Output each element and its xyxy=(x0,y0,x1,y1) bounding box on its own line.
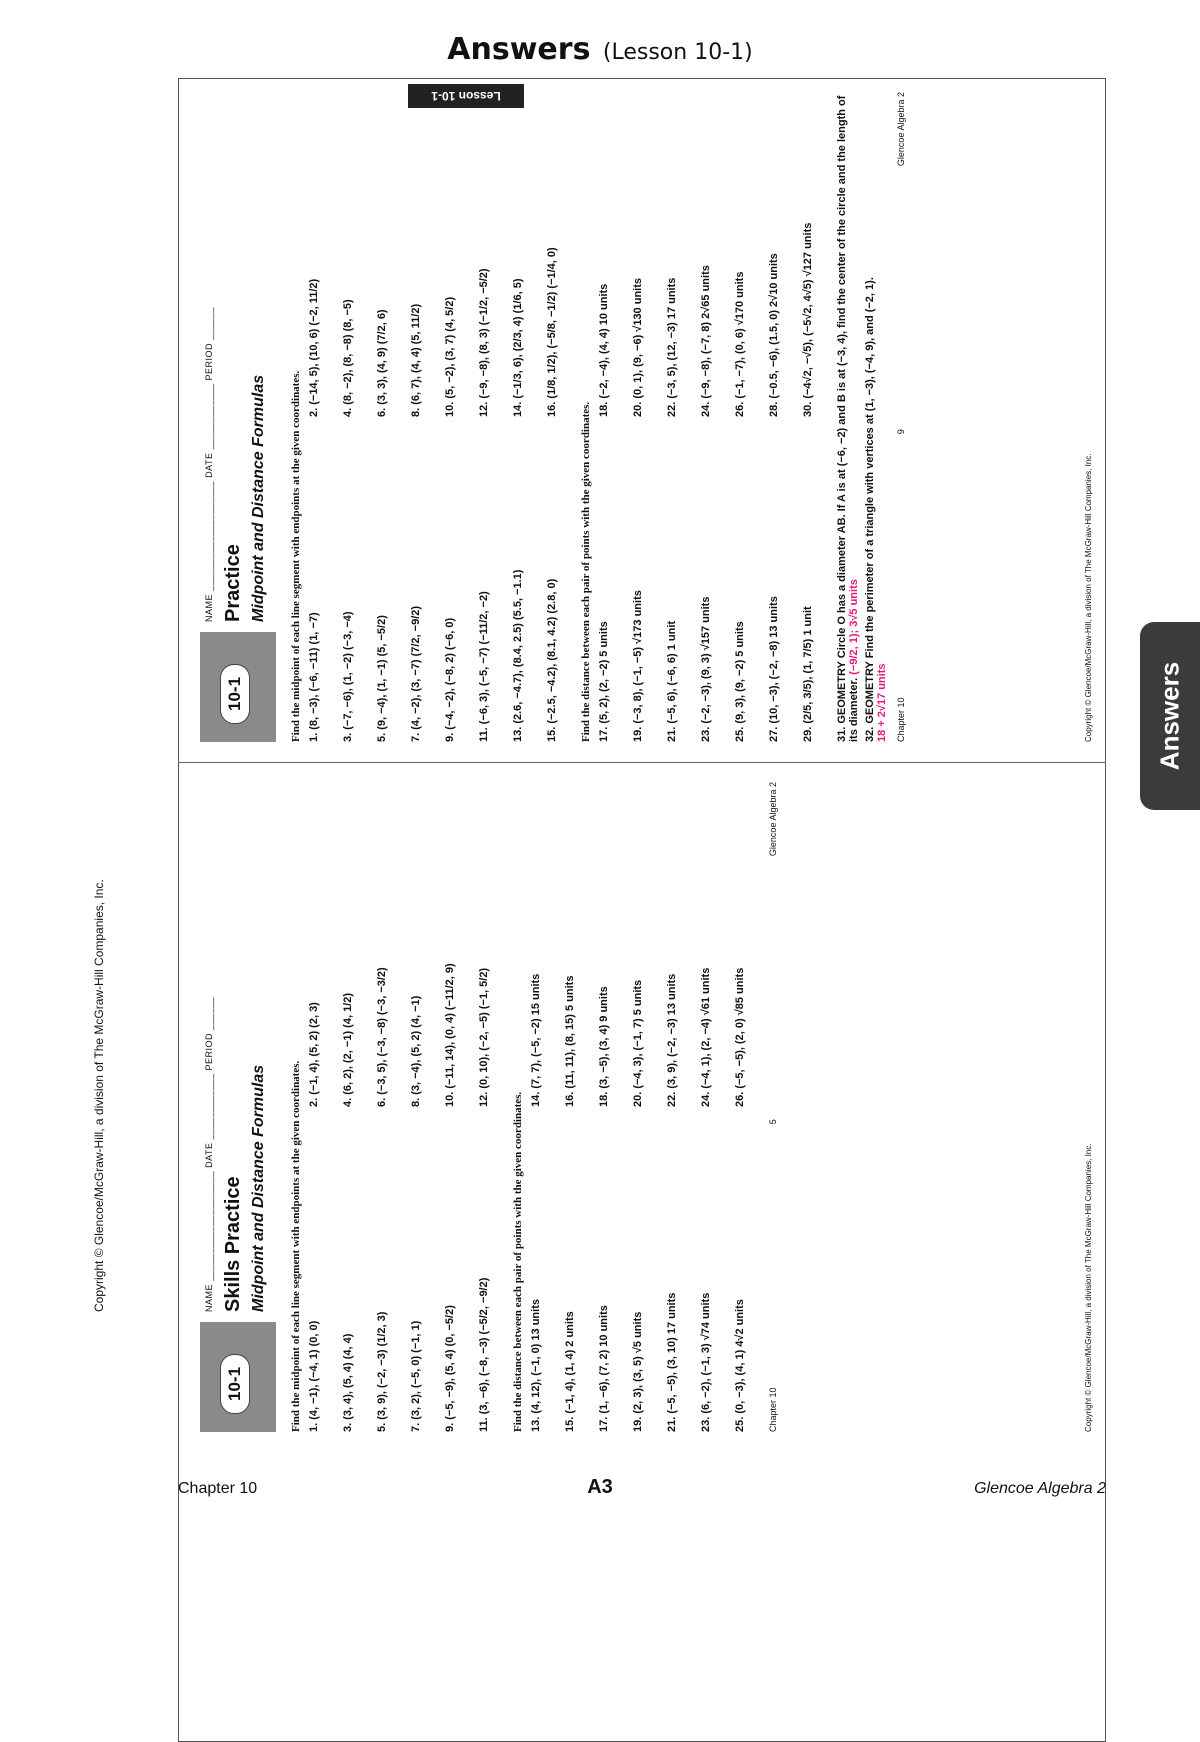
practice-instr-mid: Find the midpoint of each line segment with endpoints at the given coordinates. xyxy=(290,370,302,742)
skills-header xyxy=(200,782,286,1432)
practice-q32 xyxy=(864,92,888,742)
problem-row xyxy=(478,92,490,742)
practice-foot-right: Glencoe Algebra 2 xyxy=(896,92,906,167)
problem-row xyxy=(444,782,456,1432)
problem-row xyxy=(802,92,814,742)
problem-item: 26. (−1, −7), (0, 6) √170 units xyxy=(734,271,746,417)
problem-item: 24. (−9, −8), (−7, 8) 2√65 units xyxy=(700,265,712,417)
skills-copyright: Copyright © Glencoe/McGraw-Hill, a division of The McGraw-Hill Companies, Inc. xyxy=(1084,1143,1093,1432)
copyright-left: Copyright © Glencoe/McGraw-Hill, a division of The McGraw-Hill Companies, Inc. xyxy=(92,879,106,1312)
problem-row xyxy=(700,782,712,1432)
problem-row xyxy=(666,782,678,1432)
problem-item: 11. (−6, 3), (−5, −7) (−11/2, −2) xyxy=(478,591,490,742)
problem-row xyxy=(546,92,558,742)
page-title: Answers xyxy=(447,32,591,67)
practice-q31-text: 31. GEOMETRY Circle O has a diameter AB. If A is at (−6, −2) and B is at (−3, 4), find the center of the circle and the length of its diameter. xyxy=(836,95,860,742)
problem-item: 17. (1, −6), (7, 2) 10 units xyxy=(598,1305,610,1432)
practice-q32-text: 32. GEOMETRY Find the perimeter of a triangle with vertices at (1, −3), (−4, 9), and (−2, 1). xyxy=(864,277,876,742)
practice-instr-dist: Find the distance between each pair of points with the given coordinates. xyxy=(580,401,592,742)
problem-item: 20. (0, 1), (9, −6) √130 units xyxy=(632,277,644,417)
problem-item: 16. (11, 11), (8, 15) 5 units xyxy=(564,975,576,1107)
side-tab xyxy=(1140,622,1200,810)
problem-item: 13. (4, 12), (−1, 0) 13 units xyxy=(530,1299,542,1432)
problem-item: 2. (−1, 4), (5, 2) (2, 3) xyxy=(308,1002,320,1107)
footer-book: Glencoe Algebra 2 xyxy=(974,1480,1106,1497)
problem-item: 5. (3, 9), (−2, −3) (1/2, 3) xyxy=(376,1311,388,1432)
problem-item: 2. (−14, 5), (10, 6) (−2, 11/2) xyxy=(308,278,320,417)
skills-foot-right: Glencoe Algebra 2 xyxy=(768,782,778,857)
problem-row xyxy=(598,782,610,1432)
problem-item: 25. (9, 3), (9, −2) 5 units xyxy=(734,621,746,742)
problem-row xyxy=(410,92,422,742)
problem-item: 20. (−4, 3), (−1, 7) 5 units xyxy=(632,979,644,1107)
problem-item: 4. (6, 2), (2, −1) (4, 1/2) xyxy=(342,992,354,1107)
problem-item: 21. (−5, −5), (3, 10) 17 units xyxy=(666,1292,678,1432)
practice-midpoint-list xyxy=(308,92,558,742)
skills-footer xyxy=(768,782,778,1432)
practice-name-row: NAME ____________________ DATE ____________ PERIOD ______ xyxy=(204,306,214,622)
skills-foot-left: Chapter 10 xyxy=(768,1387,778,1432)
problem-item: 1. (8, −3), (−6, −11) (1, −7) xyxy=(308,612,320,742)
problem-item: 23. (−2, −3), (9, 3) √157 units xyxy=(700,596,712,742)
practice-badge: 10-1 xyxy=(220,664,250,724)
practice-header xyxy=(200,92,286,742)
skills-midpoint-list xyxy=(308,782,490,1432)
problem-item: 25. (0, −3), (4, 1) 4√2 units xyxy=(734,1299,746,1432)
problem-item: 11. (3, −6), (−8, −3) (−5/2, −9/2) xyxy=(478,1277,490,1432)
page-subtitle: (Lesson 10-1) xyxy=(602,40,753,65)
problem-item: 3. (3, 4), (5, 4) (4, 4) xyxy=(342,1333,354,1432)
lesson-tab: Lesson 10-1 xyxy=(408,84,524,108)
practice-foot-center: 9 xyxy=(896,429,906,435)
problem-item: 12. (0, 10), (−2, −5) (−1, 5/2) xyxy=(478,967,490,1107)
problem-item: 21. (−5, 6), (−6, 6) 1 unit xyxy=(666,620,678,742)
problem-item: 3. (−7, −6), (1, −2) (−3, −4) xyxy=(342,611,354,742)
problem-item: 19. (2, 3), (3, 5) √5 units xyxy=(632,1311,644,1432)
problem-row xyxy=(734,782,746,1432)
problem-row xyxy=(410,782,422,1432)
problem-row xyxy=(478,782,490,1432)
problem-item: 18. (3, −5), (3, 4) 9 units xyxy=(598,986,610,1107)
practice-subtitle: Midpoint and Distance Formulas xyxy=(250,374,267,622)
practice-panel xyxy=(200,92,1100,742)
problem-row xyxy=(700,92,712,742)
problem-item: 6. (3, 3), (4, 9) (7/2, 6) xyxy=(376,309,388,417)
problem-item: 16. (1/8, 1/2), (−5/8, −1/2) (−1/4, 0) xyxy=(546,247,558,417)
problem-item: 12. (−9, −8), (8, 3) (−1/2, −5/2) xyxy=(478,268,490,417)
problem-item: 6. (−3, 5), (−3, −8) (−3, −3/2) xyxy=(376,967,388,1107)
skills-subtitle: Midpoint and Distance Formulas xyxy=(250,1064,267,1312)
problem-row xyxy=(376,92,388,742)
practice-foot-left: Chapter 10 xyxy=(896,697,906,742)
problem-item: 8. (3, −4), (5, 2) (4, −1) xyxy=(410,995,422,1107)
problem-item: 27. (10, −3), (−2, −8) 13 units xyxy=(768,596,780,742)
page-header xyxy=(0,32,1200,67)
problem-row xyxy=(564,782,576,1432)
problem-item: 9. (−4, −2), (−8, 2) (−6, 0) xyxy=(444,617,456,742)
frame-divider xyxy=(178,762,1106,763)
practice-title: Practice xyxy=(222,544,244,622)
skills-distance-list xyxy=(530,782,746,1432)
problem-item: 30. (−4√2, −√5), (−5√2, 4√5) √127 units xyxy=(802,222,814,417)
problem-item: 26. (−5, −5), (2, 0) √85 units xyxy=(734,967,746,1107)
practice-copyright: Copyright © Glencoe/McGraw-Hill, a division of The McGraw-Hill Companies, Inc. xyxy=(1084,453,1093,742)
problem-item: 7. (3, 2), (−5, 0) (−1, 1) xyxy=(410,1320,422,1432)
practice-distance-list xyxy=(598,92,814,742)
practice-q31 xyxy=(836,92,860,742)
problem-item: 7. (4, −2), (3, −7) (7/2, −9/2) xyxy=(410,605,422,742)
problem-item: 15. (−1, 4), (1, 4) 2 units xyxy=(564,1311,576,1432)
problem-item: 1. (4, −1), (−4, 1) (0, 0) xyxy=(308,1320,320,1432)
practice-footer xyxy=(896,92,906,742)
problem-item: 29. (2/5, 3/5), (1, 7/5) 1 unit xyxy=(802,606,814,742)
problem-item: 24. (−4, 1), (2, −4) √61 units xyxy=(700,967,712,1107)
problem-row xyxy=(512,92,524,742)
footer-page-number: A3 xyxy=(587,1476,613,1498)
problem-row xyxy=(342,92,354,742)
problem-item: 18. (−2, −4), (4, 4) 10 units xyxy=(598,283,610,417)
problem-row xyxy=(444,92,456,742)
practice-q31-answer: (−9/2, 1); 3√5 units xyxy=(848,579,860,675)
problem-row xyxy=(632,782,644,1432)
problem-row xyxy=(768,92,780,742)
problem-item: 19. (−3, 8), (−1, −5) √173 units xyxy=(632,590,644,742)
problem-item: 14. (−1/3, 6), (2/3, 4) (1/6, 5) xyxy=(512,278,524,417)
footer-chapter: Chapter 10 xyxy=(178,1480,258,1497)
problem-item: 28. (−0.5, −6), (1.5, 0) 2√10 units xyxy=(768,253,780,417)
problem-row xyxy=(632,92,644,742)
problem-row xyxy=(376,782,388,1432)
skills-instr-mid: Find the midpoint of each line segment with endpoints at the given coordinates. xyxy=(290,1060,302,1432)
problem-item: 8. (6, 7), (4, 4) (5, 11/2) xyxy=(410,303,422,417)
problem-item: 4. (8, −2), (8, −8) (8, −5) xyxy=(342,299,354,417)
problem-row xyxy=(308,92,320,742)
problem-row xyxy=(342,782,354,1432)
problem-item: 5. (9, −4), (1, −1) (5, −5/2) xyxy=(376,615,388,742)
skills-panel xyxy=(200,782,1100,1432)
problem-row xyxy=(666,92,678,742)
problem-item: 23. (6, −2), (−1, 3) √74 units xyxy=(700,1292,712,1432)
problem-row xyxy=(530,782,542,1432)
problem-item: 22. (3, 9), (−2, −3) 13 units xyxy=(666,973,678,1107)
problem-item: 10. (5, −2), (3, 7) (4, 5/2) xyxy=(444,296,456,417)
skills-title: Skills Practice xyxy=(222,1176,244,1312)
problem-item: 14. (7, 7), (−5, −2) 15 units xyxy=(530,973,542,1107)
skills-badge: 10-1 xyxy=(220,1354,250,1414)
side-tab-label: Answers xyxy=(1154,661,1185,771)
practice-q32-answer: 18 + 2√17 units xyxy=(876,663,888,742)
problem-item: 15. (−2.5, −4.2), (8.1, 4.2) (2.8, 0) xyxy=(546,578,558,742)
skills-instr-dist: Find the distance between each pair of points with the given coordinates. xyxy=(512,1091,524,1432)
skills-foot-center: 5 xyxy=(768,1119,778,1125)
problem-item: 10. (−11, 14), (0, 4) (−11/2, 9) xyxy=(444,963,456,1107)
skills-name-row: NAME ____________________ DATE ____________ PERIOD ______ xyxy=(204,996,214,1312)
problem-item: 17. (5, 2), (2, −2) 5 units xyxy=(598,621,610,742)
problem-item: 13. (2.6, −4.7), (8.4, 2.5) (5.5, −1.1) xyxy=(512,569,524,742)
problem-item: 9. (−5, −9), (5, 4) (0, −5/2) xyxy=(444,1305,456,1432)
problem-row xyxy=(598,92,610,742)
problem-row xyxy=(308,782,320,1432)
problem-item: 22. (−3, 5), (12, −3) 17 units xyxy=(666,277,678,417)
problem-row xyxy=(734,92,746,742)
